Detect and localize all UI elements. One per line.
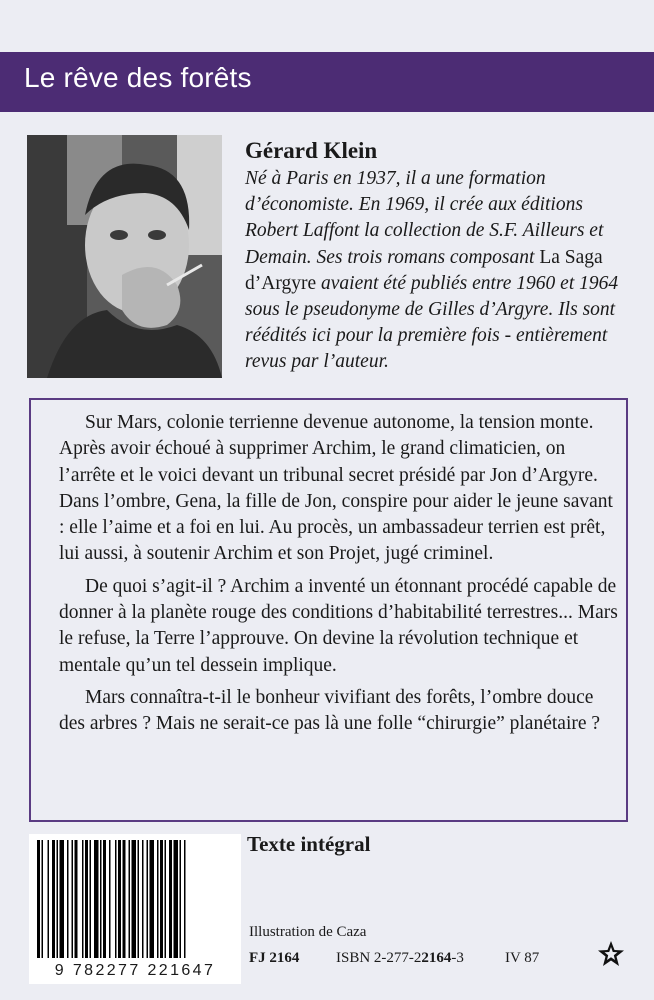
texte-integral-label: Texte intégral <box>247 832 371 856</box>
bio-text-1: Né à Paris en 1937, il a une formation d’économiste. En 1969, il crée aux éditions Robert Laffont la collection de S.F. Ailleurs et Demain. Ses trois romans composant <box>245 168 604 268</box>
author-name: Gérard Klein <box>245 138 378 163</box>
publisher-star-logo-icon <box>596 940 626 968</box>
barcode-bars <box>29 834 241 960</box>
isbn-prefix: ISBN 2-277-2 <box>336 950 422 966</box>
price-code: IV 87 <box>505 950 540 966</box>
synopsis-paragraph: De quoi s’agit-il ? Archim a inventé un étonnant procédé capable de donner à la planète rouge des conditions d’habitabilité terrestres... Mars le refuse, la Terre l’approuve. On devine la révolution technique et mentale qu’un tel dessein implique. <box>59 575 618 676</box>
author-bio <box>245 166 640 376</box>
title-band <box>0 52 654 112</box>
book-title: Le rêve des forêts <box>24 62 252 93</box>
isbn-suffix: -3 <box>451 950 464 966</box>
synopsis-paragraph: Mars connaîtra-t-il le bonheur vivifiant des forêts, l’ombre douce des arbres ? Mais ne serait-ce pas là une folle “chirurgie” planétaire ? <box>59 686 601 735</box>
isbn-bold: 2164 <box>421 950 452 966</box>
bio-text-2: avaient été publiés entre 1960 et 1964 sous le pseudonyme de Gilles d’Argyre. Ils sont réédités ici pour la première fois - entièrement revus par l’auteur. <box>245 272 619 373</box>
synopsis-box <box>29 398 628 822</box>
barcode <box>29 834 241 984</box>
saga-title: La Saga d’Argyre <box>245 246 603 294</box>
illustration-credit: Illustration de Caza <box>249 924 367 940</box>
isbn <box>336 950 464 967</box>
barcode-digits: 9 782277 221647 <box>54 962 216 979</box>
series-code: FJ 2164 <box>249 950 300 966</box>
author-photo <box>27 135 222 378</box>
synopsis <box>59 410 619 744</box>
synopsis-paragraph: Sur Mars, colonie terrienne devenue autonome, la tension monte. Après avoir échoué à supprimer Archim, le grand climaticien, on l’arrête et le voici devant un tribunal secret présidé par Jon d’Argyre. Dans l’ombre, Gena, la fille de Jon, conspire pour aider le jeune savant : elle l’aime et a foi en lui. Au procès, un ambassadeur terrien est prêt, lui aussi, à soutenir Archim et son Projet, jugé criminel. <box>59 412 613 565</box>
